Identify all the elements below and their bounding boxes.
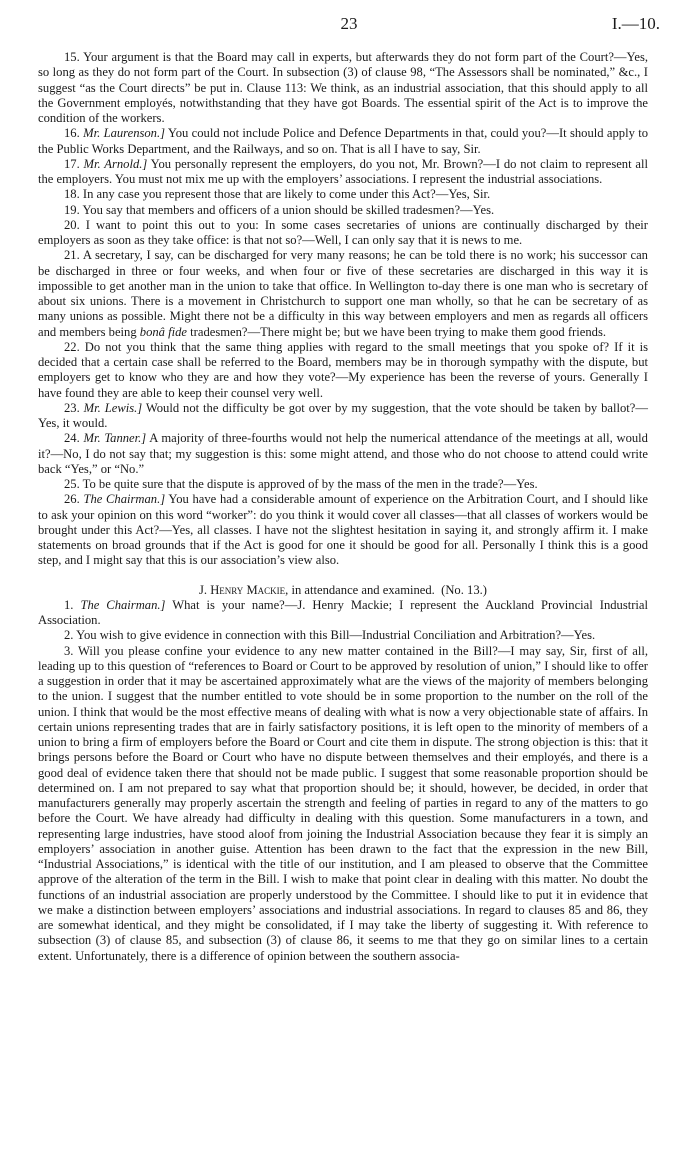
question-paragraph [38,598,648,629]
question-paragraph [38,218,648,249]
question-paragraph [38,431,648,477]
question-text: You say that members and officers of a union should be skilled tradesmen?—Yes. [82,202,495,217]
question-number: 15. [64,50,80,64]
question-text: You personally represent the employers, do you not, Mr. Brown?—I do not claim to represent all the employers. You must not mix me up with the employers’ associations. I represent the industrial associations. [38,156,648,186]
document-reference: I.—10. [611,14,660,33]
speaker-name: The Chairman.] [83,492,166,507]
question-text: What is your name?—J. Henry Mackie; I represent the Auckland Provincial Industrial Association. [38,597,649,627]
page-header [38,14,660,34]
document-body [38,50,648,964]
witness-heading-text: in attendance and examined. [291,582,435,597]
question-number: 3. [64,643,74,658]
question-number: 25. [64,477,80,491]
speaker-name: Mr. Tanner.] [83,431,147,446]
question-text: You wish to give evidence in connection with this Bill—Industrial Conciliation and Arbitration?—Yes. [76,628,596,643]
question-paragraph [38,477,648,492]
question-number: 19. [64,202,80,217]
question-text: A majority of three-fourths would not help the numerical attendance of the meetings at all, would it?—No, I do not say that; my suggestion is this: some might attend, and those who do not choose to attend could write back “Yes,” or “No.” [38,431,648,476]
question-text: You could not include Police and Defence Departments in that, could you?—It should apply to the Public Works Department, and the Railways, and so on. That is all I have to say, Sir. [38,126,648,156]
question-text: Your argument is that the Board may call in experts, but afterwards they do not form part of the Court?—Yes, so long as they do not form part of the Court. In subsection (3) of clause 98, “The Assessors shall be nominated,” &c., I suggest “as the Court directs” be put in. Clause 113: We think, as an industrial association, that this should apply to all the Government employés, notwithstanding that they have got Boards. The essential spirit of the Act is to improve the condition of the workers. [38,50,648,125]
question-text: A secretary, I say, can be discharged for very many reasons; he can be told there is no work; his successor can be discharged in three or four weeks, and when four or five of these secretaries are discharged in this way it is impossible to get another man in the union to take that office. In Wellington to-day there is one man who is secretary of about six unions. There is a movement in Christchurch to support one man wholly, so that he can be secretary of as many unions as possible. Might there not be a difficulty in this way between employers and men as regards all officers and members being [38,248,648,339]
question-paragraph [38,492,648,568]
questions-part-2 [38,598,648,964]
question-number: 20. [64,217,80,232]
question-paragraph [38,157,648,188]
question-number: 22. [64,339,80,354]
question-text: Will you please confine your evidence to any new matter contained in the Bill?—I may say, Sir, first of all, leading up to this question of “references to Board or Court to be approved by resolution of union,” I should like to offer a suggestion in order that it may be ascertained approximately what are the views of the majority of members belonging to the union. I suggest that the number entitled to vote should be in some proportion to the number on the roll of the union. I think that would be the most effective means of dealing with what is now a very objectionable state of affairs. In certain unions representing trades that are in fairly satisfactory positions, it is left open to the minority of members of a union to bring a firm of employers before the Board or Court and cite them in dispute. The strong objection is this: that it brings persons before the Board or Court who have no dispute between themselves and their employés, and there is a good deal of evidence taken there that should not be made public. I suggest that some reasonable proportion should be determined on. I am not prepared to say what that proportion should be; it should, however, be decided, in order that manufacturers generally may properly ascertain the strength and feeling of parties in regard to any of the matters to go before the Court. We have already had difficulty in dealing with this question. Some manufacturers in a town, and representing large industries, have stood aloof from joining the Industrial Association because they fear it is simply an employers’ association in another guise. Attention has been drawn to the fact that the expression in the new Bill, “Industrial Associations,” is identical with the title of our institution, and I am pleased to observe that the Committee approve of the alteration of the term in the Bill. I wish to make that point clear in dealing with this matter. No doubt the functions of an industrial association are properly understood by the Committee. I should like to put it in evidence that we make a distinction between employers’ associations and industrial associations. In regard to clauses 85 and 86, they are somewhat identical, and they might be consolidated, if I may take the liberty of suggesting it. With reference to subsection (3) of clause 85, and subsection (3) of clause 86, it seems to me that they go on similar lines to a certain extent. Unfortunately, there is a difference of opinion between the southern associa- [38,643,649,963]
witness-number: (No. 13.) [441,582,487,597]
question-text: I want to point this out to you: In some cases secretaries of unions are continually discharged by their employers as soon as they take office: is that not so?—Well, I can only say that it is news to me. [38,217,648,247]
question-text: Do not you think that the same thing applies with regard to the small meetings that you spoke of? If it is decided that a certain case shall be referred to the Board, members may be in thorough sympathy with the dispute, but employers get to know who they are and how they vote?—My experience has been the reverse of yours. Generally I have found they are able to keep their counsel very well. [38,339,649,400]
speaker-name: Mr. Arnold.] [83,156,148,171]
speaker-name: Mr. Laurenson.] [83,126,166,141]
witness-name: J. Henry Mackie, [199,582,289,597]
question-paragraph [38,644,648,964]
question-paragraph [38,401,648,432]
page-number: 23 [340,14,358,33]
question-paragraph [38,203,648,218]
question-number: 24. [64,431,80,446]
question-paragraph [38,187,648,202]
speaker-name: The Chairman.] [80,597,166,612]
speaker-name: Mr. Lewis.] [83,400,143,415]
question-number: 26. [64,492,80,507]
italic-phrase: bonâ fide [139,324,188,339]
question-paragraph [38,50,648,126]
question-number: 2. [64,628,74,643]
question-number: 21. [64,248,80,263]
question-text: To be quite sure that the dispute is approved of by the mass of the men in the trade?—Yes. [82,477,538,491]
question-number: 23. [64,400,80,415]
question-paragraph [38,628,648,643]
question-text: Would not the difficulty be got over by my suggestion, that the vote should be taken by ballot?—Yes, it would. [38,400,648,430]
question-text: tradesmen?—There might be; but we have been trying to make them good friends. [190,324,606,339]
questions-part-1 [38,50,648,569]
question-text: In any case you represent those that are likely to come under this Act?—Yes, Sir. [82,187,491,202]
question-paragraph [38,126,648,157]
question-number: 18. [64,187,80,202]
section-heading [38,583,648,598]
question-number: 1. [64,597,74,612]
question-number: 17. [64,156,80,171]
question-text: You have had a considerable amount of experience on the Arbitration Court, and I should like to ask your opinion on this word “worker”: do you think it would cover all classes—that all classes of workers would be brought under this Act?—Yes, all classes. I have not the slightest hesitation in saying it, and strongly affirm it. I make statements on broad grounds that if the Act is good for one it should be good for all. Personally I think this is a good step, and I might say that this is our association’s view also. [38,492,648,568]
question-paragraph [38,340,648,401]
question-number: 16. [64,126,80,141]
question-paragraph [38,248,648,340]
